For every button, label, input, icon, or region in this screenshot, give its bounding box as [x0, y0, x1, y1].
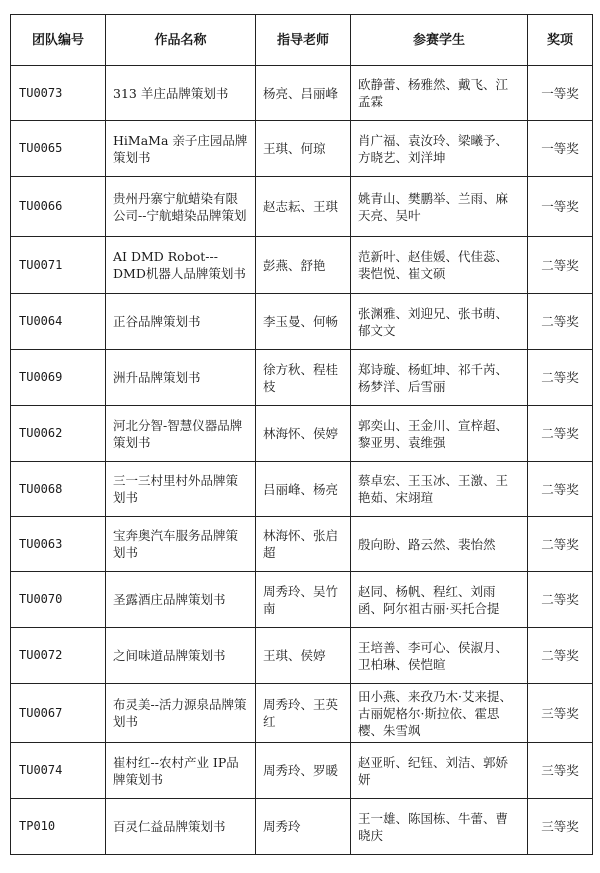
cell-students: 蔡卓宏、王玉冰、王激、王艳茹、宋翊瑄 [351, 462, 528, 517]
cell-work-name: 贵州丹寨宁航蜡染有限公司--宁航蜡染品牌策划 [106, 177, 256, 237]
cell-award: 二等奖 [528, 517, 593, 572]
cell-team-id: TU0067 [11, 684, 106, 743]
cell-students: 欧静蕾、杨雅然、戴飞、江孟霖 [351, 66, 528, 121]
cell-teacher: 杨亮、吕丽峰 [256, 66, 351, 121]
cell-award: 二等奖 [528, 462, 593, 517]
cell-work-name: AI DMD Robot--- DMD机器人品牌策划书 [106, 237, 256, 294]
cell-students: 王培善、李可心、侯淑月、卫柏琳、侯恺暄 [351, 628, 528, 684]
cell-teacher: 徐方秋、程桂枝 [256, 350, 351, 406]
cell-teacher: 林海怀、张启超 [256, 517, 351, 572]
cell-award: 二等奖 [528, 572, 593, 628]
cell-team-id: TU0063 [11, 517, 106, 572]
cell-teacher: 周秀玲、吴竹南 [256, 572, 351, 628]
awards-table [10, 14, 593, 855]
table-row [11, 294, 593, 350]
cell-teacher: 王琪、侯婷 [256, 628, 351, 684]
table-row [11, 799, 593, 855]
cell-work-name: 三一三村里村外品牌策划书 [106, 462, 256, 517]
header-students: 参赛学生 [351, 15, 528, 66]
cell-students: 赵同、杨帆、程红、刘雨函、阿尔祖古丽·买托合提 [351, 572, 528, 628]
cell-award: 一等奖 [528, 66, 593, 121]
cell-team-id: TU0068 [11, 462, 106, 517]
cell-students: 王一雄、陈国栋、牛蕾、曹晓庆 [351, 799, 528, 855]
cell-team-id: TU0064 [11, 294, 106, 350]
cell-work-name: 313 羊庄品牌策划书 [106, 66, 256, 121]
header-teacher: 指导老师 [256, 15, 351, 66]
cell-students: 张渊雅、刘迎兄、张书萌、郁文文 [351, 294, 528, 350]
cell-work-name: 崔村红--农村产业 IP品牌策划书 [106, 743, 256, 799]
cell-students: 范新叶、赵佳媛、代佳蕊、裴恺悦、崔文硕 [351, 237, 528, 294]
cell-award: 三等奖 [528, 799, 593, 855]
cell-team-id: TU0071 [11, 237, 106, 294]
header-award: 奖项 [528, 15, 593, 66]
cell-students: 肖广福、袁汝玲、梁曦予、方晓艺、刘洋坤 [351, 121, 528, 177]
cell-team-id: TU0073 [11, 66, 106, 121]
cell-teacher: 彭燕、舒艳 [256, 237, 351, 294]
cell-teacher: 王琪、何琼 [256, 121, 351, 177]
cell-students: 郭奕山、王金川、宣梓超、黎亚男、袁维强 [351, 406, 528, 462]
cell-team-id: TU0062 [11, 406, 106, 462]
cell-team-id: TU0070 [11, 572, 106, 628]
cell-award: 一等奖 [528, 121, 593, 177]
cell-teacher: 周秀玲、罗暖 [256, 743, 351, 799]
cell-team-id: TU0069 [11, 350, 106, 406]
cell-team-id: TU0066 [11, 177, 106, 237]
table-row [11, 121, 593, 177]
table-row [11, 517, 593, 572]
header-work-name: 作品名称 [106, 15, 256, 66]
cell-award: 二等奖 [528, 406, 593, 462]
table-row [11, 66, 593, 121]
cell-award: 一等奖 [528, 177, 593, 237]
cell-work-name: 圣露酒庄品牌策划书 [106, 572, 256, 628]
cell-teacher: 赵志耘、王琪 [256, 177, 351, 237]
table-row [11, 237, 593, 294]
cell-teacher: 吕丽峰、杨亮 [256, 462, 351, 517]
table-row [11, 572, 593, 628]
cell-teacher: 周秀玲、王英红 [256, 684, 351, 743]
cell-award: 二等奖 [528, 628, 593, 684]
cell-work-name: 河北分智-智慧仪器品牌策划书 [106, 406, 256, 462]
cell-students: 姚青山、樊鹏举、兰雨、麻天亮、吴叶 [351, 177, 528, 237]
cell-work-name: 正谷品牌策划书 [106, 294, 256, 350]
cell-team-id: TP010 [11, 799, 106, 855]
cell-students: 赵亚昕、纪钰、刘洁、郭娇妍 [351, 743, 528, 799]
cell-students: 郑诗璇、杨虹坤、祁千芮、杨梦洋、后雪丽 [351, 350, 528, 406]
table-row [11, 462, 593, 517]
cell-teacher: 李玉曼、何畅 [256, 294, 351, 350]
cell-students: 殷向盼、路云然、裴怡然 [351, 517, 528, 572]
cell-work-name: 之间味道品牌策划书 [106, 628, 256, 684]
cell-team-id: TU0065 [11, 121, 106, 177]
cell-award: 三等奖 [528, 684, 593, 743]
cell-award: 二等奖 [528, 237, 593, 294]
table-row [11, 406, 593, 462]
cell-teacher: 周秀玲 [256, 799, 351, 855]
table-row [11, 743, 593, 799]
table-row [11, 350, 593, 406]
cell-work-name: HiMaMa 亲子庄园品牌策划书 [106, 121, 256, 177]
table-row [11, 628, 593, 684]
cell-work-name: 宝奔奥汽车服务品牌策划书 [106, 517, 256, 572]
cell-team-id: TU0074 [11, 743, 106, 799]
cell-award: 二等奖 [528, 350, 593, 406]
header-row [11, 15, 593, 66]
cell-students: 田小燕、来孜乃木·艾来提、古丽妮格尔·斯拉依、霍思樱、朱雪飒 [351, 684, 528, 743]
cell-work-name: 布灵美--活力源泉品牌策划书 [106, 684, 256, 743]
cell-award: 三等奖 [528, 743, 593, 799]
cell-award: 二等奖 [528, 294, 593, 350]
header-team-id: 团队编号 [11, 15, 106, 66]
cell-work-name: 百灵仁益品牌策划书 [106, 799, 256, 855]
cell-work-name: 洲升品牌策划书 [106, 350, 256, 406]
cell-teacher: 林海怀、侯婷 [256, 406, 351, 462]
table-row [11, 684, 593, 743]
table-row [11, 177, 593, 237]
cell-team-id: TU0072 [11, 628, 106, 684]
